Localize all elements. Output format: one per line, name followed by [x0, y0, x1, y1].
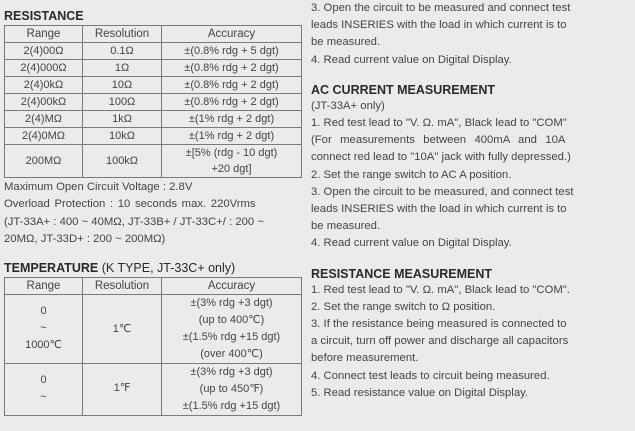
table-row [5, 77, 302, 94]
table-row [5, 363, 302, 415]
cell-accuracy: ±(0.8% rdg + 5 dgt) [162, 43, 302, 60]
temperature-subtitle: (K TYPE, JT-33C+ only) [98, 260, 236, 275]
step-line: (For measurements between 400mA and 10A [311, 134, 566, 147]
temp-resolution-celsius: 1℃ [83, 294, 162, 363]
resistance-measurement-steps [311, 282, 631, 402]
cell-accuracy: ±(1% rdg + 2 dgt) [162, 128, 302, 145]
step-line: 5. Read resistance value on Digital Display. [311, 386, 529, 399]
temperature-title [4, 261, 304, 276]
resistance-title: RESISTANCE [4, 9, 84, 23]
cell-line: 1000℃ [25, 339, 62, 352]
cell-resolution: 1Ω [83, 60, 162, 77]
cell-range: 2(4)0kΩ [5, 77, 83, 94]
left-column [4, 0, 304, 416]
cell-line: ±(3% rdg +3 dgt) [190, 365, 273, 378]
temp-resolution-fahrenheit: 1℉ [83, 363, 162, 415]
header-resolution: Resolution [83, 26, 162, 43]
table-row [5, 294, 302, 363]
step-line: 2. Set the range switch to AC A position. [311, 168, 512, 181]
cell-line: ~ [40, 390, 47, 403]
cell-accuracy: ±(0.8% rdg + 2 dgt) [162, 60, 302, 77]
cell-line: ±(1.5% rdg +15 dgt) [182, 399, 281, 412]
cell-accuracy [162, 145, 302, 178]
cell-accuracy: ±(0.8% rdg + 2 dgt) [162, 77, 302, 94]
overload-line-text: Overload Protection : 10 seconds max. 220Vrms [4, 198, 256, 211]
cell-line: ~ [40, 322, 47, 335]
table-row [5, 128, 302, 145]
cell-range: 200MΩ [5, 145, 83, 178]
ac-current-steps [311, 98, 631, 253]
overload-line: 20MΩ, JT-33D+ : 200 ~ 200MΩ) [4, 233, 166, 246]
step-line: (JT-33A+ only) [311, 99, 385, 112]
table-header-row [5, 26, 302, 43]
table-row [5, 60, 302, 77]
cell-resolution: 1kΩ [83, 111, 162, 128]
temp-range-celsius [5, 294, 83, 363]
step-line: 1. Red test lead to "V. Ω. mA", Black lead to "COM". [311, 283, 570, 296]
temperature-title-main: TEMPERATURE [4, 260, 99, 275]
cell-line: 0 [40, 373, 47, 386]
cell-resolution: 0.1Ω [83, 43, 162, 60]
temperature-table [4, 277, 302, 416]
cell-range: 2(4)00Ω [5, 43, 83, 60]
step-line: 3. If the resistance being measured is connected to [311, 318, 567, 331]
cell-line: (up to 450℉) [199, 382, 264, 395]
header-accuracy: Accuracy [162, 277, 302, 294]
step-line: 2. Set the range switch to Ω position. [311, 300, 496, 313]
cell-line: (up to 400℃) [198, 313, 265, 326]
temp-range-fahrenheit [5, 363, 83, 415]
step-text: 3. Open the circuit to be measured and connect test [311, 2, 571, 14]
table-row [5, 111, 302, 128]
step-line: be measured. [311, 36, 381, 49]
header-accuracy: Accuracy [162, 26, 302, 43]
temp-accuracy-fahrenheit [162, 363, 302, 415]
cell-resolution: 10Ω [83, 77, 162, 94]
right-column [311, 0, 631, 402]
step-line [311, 17, 631, 34]
resistance-table [4, 25, 302, 178]
step-line: connect red lead to "10A" jack with fully depressed.) [311, 151, 571, 164]
step-line: be measured. [311, 220, 381, 233]
ac-current-title: AC CURRENT MEASUREMENT [311, 82, 496, 97]
header-resolution: Resolution [83, 277, 162, 294]
cell-line: (over 400℃) [200, 347, 263, 360]
step-line: a circuit, turn off power and discharge all capacitors [311, 335, 569, 348]
header-range: Range [5, 277, 83, 294]
cell-resolution: 100Ω [83, 94, 162, 111]
cell-range: 2(4)MΩ [5, 111, 83, 128]
cell-range: 2(4)000Ω [5, 60, 83, 77]
cell-line: ±(3% rdg +3 dgt) [190, 296, 273, 309]
step-line: 1. Red test lead to "V. Ω. mA", Black lead to "COM" [311, 117, 567, 130]
cell-line: 0 [40, 305, 47, 318]
max-open-circuit-voltage: Maximum Open Circuit Voltage : 2.8V [4, 181, 193, 193]
table-header-row [5, 277, 302, 294]
dc-current-steps [311, 0, 631, 69]
cell-line: ±(1.5% rdg +15 dgt) [182, 330, 281, 343]
overload-line: (JT-33A+ : 400 ~ 40MΩ, JT-33B+ / JT-33C+/ : 200 ~ [4, 215, 264, 228]
overload-protection [4, 196, 304, 248]
table-row [5, 43, 302, 60]
step-line: before measurement. [311, 352, 419, 365]
overload-line [4, 196, 304, 213]
step-line [311, 0, 631, 17]
cell-range: 2(4)00kΩ [5, 94, 83, 111]
step-line: 4. Read current value on Digital Display. [311, 237, 512, 250]
cell-accuracy: ±(1% rdg + 2 dgt) [162, 111, 302, 128]
step-line: 4. Read current value on Digital Display. [311, 53, 512, 66]
cell-line: +20 dgt] [211, 163, 252, 175]
cell-range: 2(4)0MΩ [5, 128, 83, 145]
cell-line: ±[5% (rdg - 10 dgt) [185, 147, 278, 159]
table-row [5, 145, 302, 178]
temp-accuracy-celsius [162, 294, 302, 363]
step-line: 4. Connect test leads to circuit being measured. [311, 369, 550, 382]
table-row [5, 94, 302, 111]
step-line: 3. Open the circuit to be measured, and connect test [311, 185, 574, 198]
header-range: Range [5, 26, 83, 43]
cell-accuracy: ±(0.8% rdg + 2 dgt) [162, 94, 302, 111]
cell-resolution: 100kΩ [83, 145, 162, 178]
cell-resolution: 10kΩ [83, 128, 162, 145]
step-line: leads INSERIES with the load in which current is to [311, 203, 567, 216]
step-text: leads INSERIES with the load in which current is to [311, 19, 567, 32]
resistance-measurement-title: RESISTANCE MEASUREMENT [311, 266, 493, 281]
